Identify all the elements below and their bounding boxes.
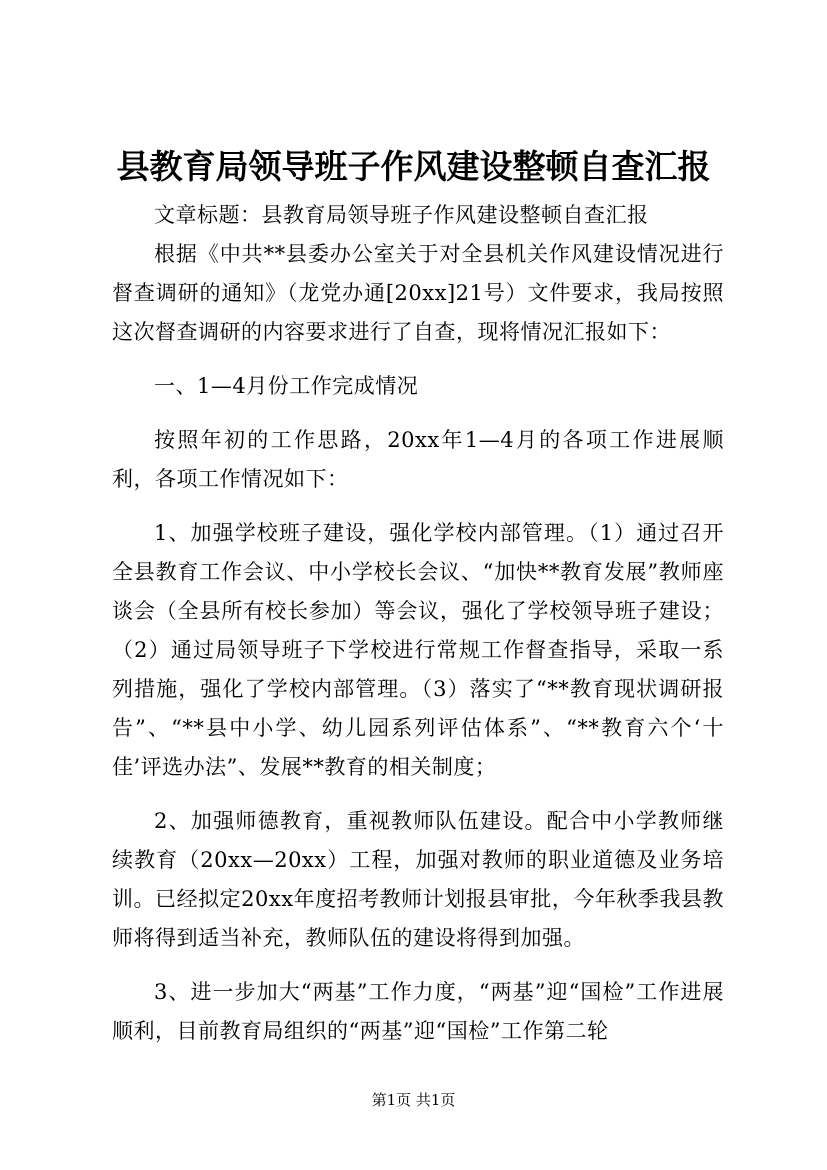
- paragraph-item-2: 2、加强师德教育，重视教师队伍建设。配合中小学教师继续教育（20xx—20xx）工程，加强对教师的职业道德及业务培训。已经拟定20xx年度招考教师计划报县审批，今年秋季我县教师将得到适当补充，教师队伍的建设将得到加强。: [112, 809, 724, 950]
- paragraph-gap: [112, 352, 724, 367]
- paragraph-gap: [112, 499, 724, 514]
- paragraph-intro: 根据《中共**县委办公室关于对全县机关作风建设情况进行督查调研的通知》（龙党办通[20xx]21号）文件要求，我局按照这次督查调研的内容要求进行了自查，现将情况汇报如下：: [112, 242, 724, 344]
- document-title: 县教育局领导班子作风建设整顿自查汇报: [116, 147, 711, 186]
- page-number-footer: 第1页 共1页: [371, 1091, 456, 1109]
- paragraph-section-heading: 一、1—4月份工作完成情况: [154, 374, 419, 398]
- document-body: [112, 196, 724, 1051]
- paragraph-item-3: 3、进一步加大“两基”工作力度，“两基”迎“国检”工作进展顺利，目前教育局组织的“两基”迎“国检”工作第二轮: [112, 980, 724, 1043]
- paragraph-gap: [112, 787, 724, 802]
- paragraph-gap: [112, 406, 724, 421]
- paragraph-item-1: 1、加强学校班子建设，强化学校内部管理。（1）通过召开全县教育工作会议、中小学校长会议、“加快**教育发展”教师座谈会（全县所有校长参加）等会议，强化了学校领导班子建设；（2）通过局领导班子下学校进行常规工作督查指导，采取一系列措施，强化了学校内部管理。（3）落实了“**教育现状调研报告”、“**县中小学、幼儿园系列评估体系”、“**教育六个‘十佳’评选办法”、发展**教育的相关制度；: [112, 521, 724, 779]
- paragraph-overview: 按照年初的工作思路，20xx年1—4月的各项工作进展顺利，各项工作情况如下：: [112, 428, 724, 491]
- paragraph-article-heading: 文章标题：县教育局领导班子作风建设整顿自查汇报: [154, 203, 649, 227]
- paragraph-gap: [112, 958, 724, 973]
